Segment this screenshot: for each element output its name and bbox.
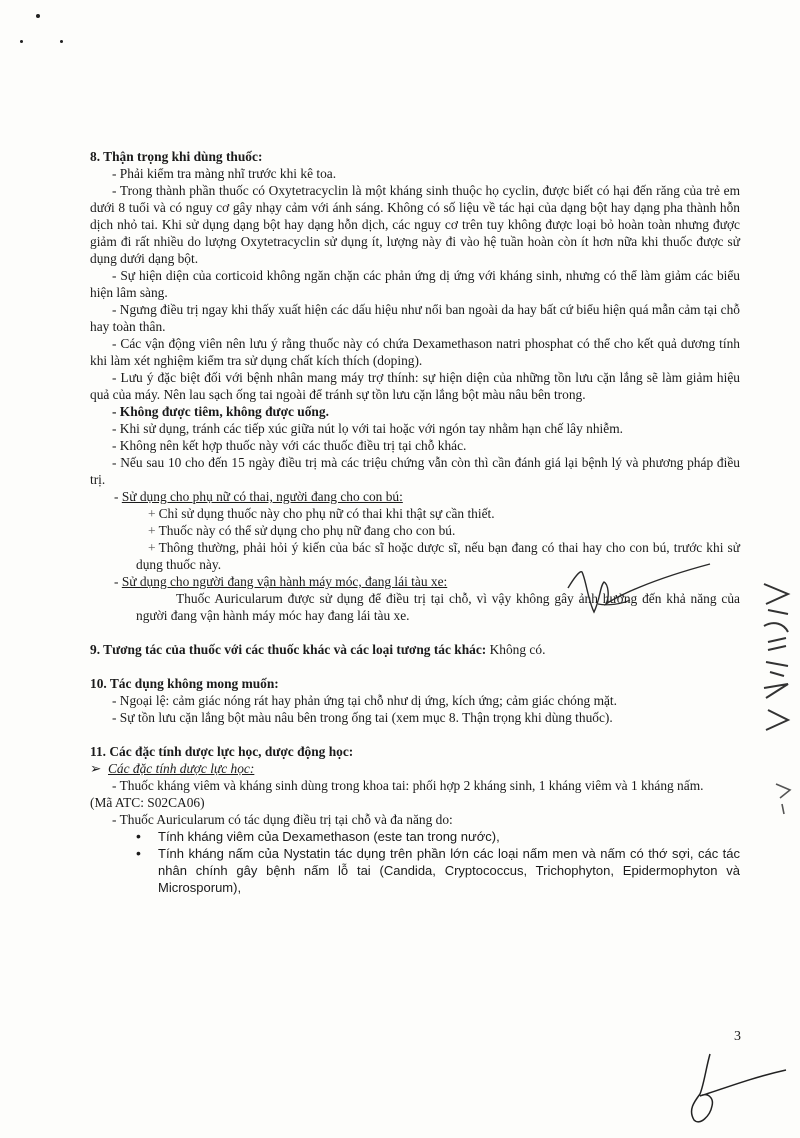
- handwritten-signature: [680, 1050, 790, 1130]
- pregnancy-item-text: Thuốc này có thể sử dụng cho phụ nữ đang cho con bú.: [158, 523, 456, 538]
- section-9-value: Không có.: [489, 642, 546, 657]
- section-10-item: - Sự tồn lưu cặn lắng bột màu nâu bên trong ống tai (xem mục 8. Thận trọng khi dùng thuốc).: [112, 710, 613, 725]
- section-8-para: - Nếu sau 10 cho đến 15 ngày điều trị mà các triệu chứng vẫn còn thì cần đánh giá lại bệnh lý và phương pháp điều trị.: [90, 455, 740, 487]
- section-10-item: - Ngoại lệ: cảm giác nóng rát hay phản ứng tại chỗ như dị ứng, kích ứng; cảm giác chóng mặt.: [112, 693, 617, 708]
- action-bullet: • Tính kháng nấm của Nystatin tác dụng trên phần lớn các loại nấm men và nấm có thớ sợi, các tác nhân chính gây bệnh nấm lỗ tai (Candida, Cryptococcus, Trichophyton, Epidermophyton và Microsporum),: [158, 845, 740, 896]
- pregnancy-item: [148, 505, 740, 522]
- plus-marker: +: [148, 540, 156, 555]
- plus-marker: +: [148, 506, 156, 521]
- section-8-para: - Lưu ý đặc biệt đối với bệnh nhân mang máy trợ thính: sự hiện diện của những tồn lưu cặn lắng sẽ làm giảm hiệu quả của máy. Nên lau sạch ống tai ngoài để tránh sự tồn lưu cặn lắng bột màu nâu bên trong.: [90, 370, 740, 402]
- atc-code: (Mã ATC: S02CA06): [90, 795, 205, 810]
- pregnancy-item-text: Chỉ sử dụng thuốc này cho phụ nữ có thai khi thật sự cần thiết.: [158, 506, 495, 521]
- section-8-para: - Các vận động viên nên lưu ý rằng thuốc này có chứa Dexamethason natri phosphat có thể cho kết quả dương tính khi làm xét nghiệm kiểm tra sử dụng chất kích thích (doping).: [90, 336, 740, 368]
- section-8-para: - Trong thành phần thuốc có Oxytetracyclin là một kháng sinh thuộc họ cyclin, được biết có hại đến răng của trẻ em dưới 8 tuổi và có nguy cơ gây nhạy cảm với ánh sáng. Không có số liệu về tác hại của dạng bột hay dạng pha thành hỗn dịch nhỏ tai. Khi sử dụng dạng bột hay dạng hỗn dịch, các nguy cơ trên tuy không được loại bỏ hoàn toàn nhưng được giảm đi rất nhiều do lượng Oxytetracyclin sử dụng ít, lượng này đi vào hệ tuần hoàn còn ít hơn nữa khi thuốc được sử dụng dưới dạng bột.: [90, 183, 740, 266]
- margin-mark: [770, 780, 800, 820]
- section-11-para: - Thuốc kháng viêm và kháng sinh dùng trong khoa tai: phối hợp 2 kháng sinh, 1 kháng viêm và 1 kháng nấm.: [112, 778, 704, 793]
- pregnancy-item: [148, 522, 740, 539]
- pregnancy-item-text: Thông thường, phải hỏi ý kiến của bác sĩ hoặc dược sĩ, nếu bạn đang có thai hay cho con bú, trước khi sử dụng thuốc này.: [136, 540, 740, 572]
- pregnancy-item: [136, 539, 740, 573]
- arrow-pointer-icon: ➢: [90, 761, 102, 776]
- driving-subheading: - Sử dụng cho người đang vận hành máy móc, đang lái tàu xe:: [114, 574, 448, 589]
- page-number: 3: [734, 1029, 741, 1044]
- pharmacodynamics-subheading-text: Các đặc tính dược lực học:: [108, 761, 255, 776]
- pharmacodynamics-subheading: [90, 760, 740, 777]
- action-bullet: • Tính kháng viêm của Dexamethason (este tan trong nước),: [158, 828, 740, 845]
- section-9-title: 9. Tương tác của thuốc với các thuốc khác và các loại tương tác khác:: [90, 642, 487, 657]
- section-8-para: - Không nên kết hợp thuốc này với các thuốc điều trị tại chỗ khác.: [112, 438, 467, 453]
- section-9-heading: [90, 641, 740, 658]
- section-10-heading: 10. Tác dụng không mong muốn:: [90, 676, 279, 691]
- document-body: [90, 148, 740, 896]
- plus-marker: +: [148, 523, 156, 538]
- driving-subheading-text: Sử dụng cho người đang vận hành máy móc, đang lái tàu xe:: [121, 574, 448, 589]
- section-11-heading: 11. Các đặc tính dược lực học, dược động học:: [90, 744, 354, 759]
- scan-speck: [60, 40, 63, 43]
- section-8-para: - Phải kiểm tra màng nhĩ trước khi kê toa.: [112, 166, 337, 181]
- driving-text: Thuốc Auricularum được sử dụng để điều trị tại chỗ, vì vậy không gây ảnh hưởng đến khả năng của người đang vận hành máy móc hay đang lái tàu xe.: [136, 591, 740, 623]
- section-11-para: - Thuốc Auricularum có tác dụng điều trị tại chỗ và đa năng do:: [112, 812, 453, 827]
- scan-speck: [36, 14, 40, 18]
- no-injection-warning: - Không được tiêm, không được uống.: [112, 404, 329, 419]
- margin-stamp-mark: [758, 580, 798, 740]
- pregnancy-subheading: - Sử dụng cho phụ nữ có thai, người đang cho con bú:: [114, 489, 403, 504]
- section-8-para: - Ngưng điều trị ngay khi thấy xuất hiện các dấu hiệu như nổi ban ngoài da hay bất cứ biểu hiện quá mẫn cảm tại chỗ hay toàn thân.: [90, 302, 740, 334]
- pregnancy-subheading-text: Sử dụng cho phụ nữ có thai, người đang cho con bú:: [121, 489, 403, 504]
- scan-speck: [20, 40, 23, 43]
- section-8-para: - Sự hiện diện của corticoid không ngăn chặn các phản ứng dị ứng với kháng sinh, nhưng có thể làm giảm các biểu hiện lâm sàng.: [90, 268, 740, 300]
- section-8-para: - Khi sử dụng, tránh các tiếp xúc giữa nút lọ với tai hoặc với ngón tay nhằm hạn chế lây nhiễm.: [112, 421, 623, 436]
- section-8-heading: 8. Thận trọng khi dùng thuốc:: [90, 149, 263, 164]
